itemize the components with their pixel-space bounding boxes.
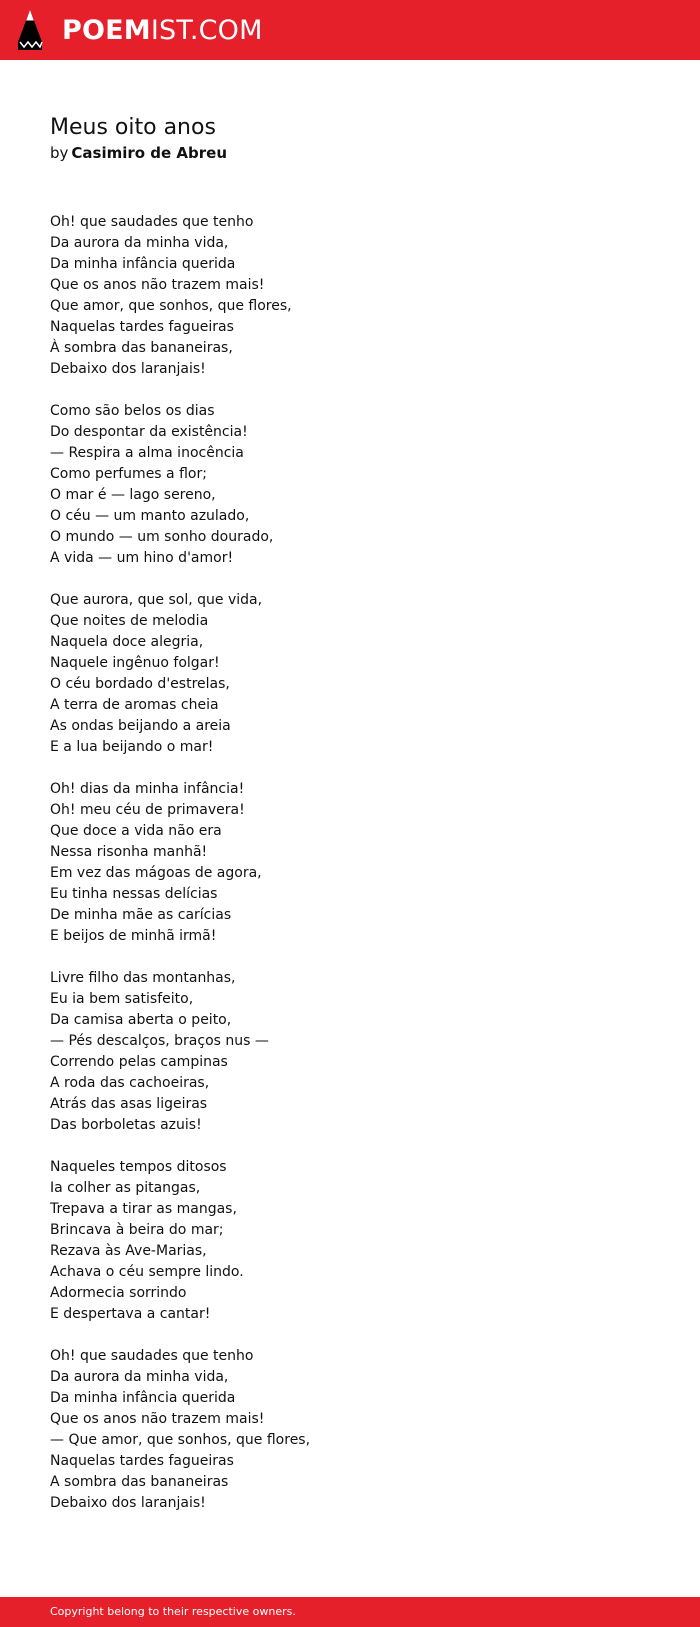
poem-line: Livre filho das montanhas, <box>50 970 236 986</box>
poem-line: Do despontar da existência! <box>50 424 248 440</box>
poem-line: Que os anos não trazem mais! <box>50 1411 265 1427</box>
poem-line: Oh! que saudades que tenho <box>50 214 254 230</box>
poem-line: — Respira a alma inocência <box>50 445 244 461</box>
author-link[interactable]: Casimiro de Abreu <box>71 144 228 162</box>
poem-line: Ia colher as pitangas, <box>50 1180 201 1196</box>
stanza-3 <box>50 590 650 758</box>
poem-line: — Que amor, que sonhos, que flores, <box>50 1432 311 1448</box>
poem-line: A roda das cachoeiras, <box>50 1075 210 1091</box>
poem-line: E despertava a cantar! <box>50 1306 211 1322</box>
poem-line: A terra de aromas cheia <box>50 697 219 713</box>
poem-line: Em vez das mágoas de agora, <box>50 865 262 881</box>
poem-line: À sombra das bananeiras, <box>50 340 233 356</box>
poem-body <box>50 212 650 1514</box>
copyright-text: Copyright belong to their respective owners. <box>50 1605 296 1618</box>
poem-line: Eu ia bem satisfeito, <box>50 991 194 1007</box>
poem-line: Da minha infância querida <box>50 1390 236 1406</box>
poem-line: Que os anos não trazem mais! <box>50 277 265 293</box>
logo-bold-part: POEM <box>62 14 151 46</box>
poem-line: Eu tinha nessas delícias <box>50 886 218 902</box>
poem-line: Da minha infância querida <box>50 256 236 272</box>
poem-line: Oh! que saudades que tenho <box>50 1348 254 1364</box>
poem-line: De minha mãe as carícias <box>50 907 232 923</box>
poem-line: Que amor, que sonhos, que flores, <box>50 298 292 314</box>
poem-line: Trepava a tirar as mangas, <box>50 1201 237 1217</box>
byline-prefix: by <box>50 144 69 162</box>
stanza-2 <box>50 401 650 569</box>
stanza-1 <box>50 212 650 380</box>
poem-line: Das borboletas azuis! <box>50 1117 202 1133</box>
poem-line: Naqueles tempos ditosos <box>50 1159 227 1175</box>
poem-line: A sombra das bananeiras <box>50 1474 229 1490</box>
poem-line: Que aurora, que sol, que vida, <box>50 592 263 608</box>
poem-line: O céu bordado d'estrelas, <box>50 676 230 692</box>
poem-line: Que noites de melodia <box>50 613 209 629</box>
poem-line: Da camisa aberta o peito, <box>50 1012 232 1028</box>
poem-line: Como perfumes a flor; <box>50 466 207 482</box>
poem-line: Debaixo dos laranjais! <box>50 1495 206 1511</box>
site-logo-link[interactable] <box>17 9 263 51</box>
poem-title: Meus oito anos <box>50 115 216 140</box>
poem-line: As ondas beijando a areia <box>50 718 231 734</box>
poem-line: Naquelas tardes fagueiras <box>50 1453 234 1469</box>
poem-line: Naquelas tardes fagueiras <box>50 319 234 335</box>
poem-line: Naquele ingênuo folgar! <box>50 655 220 671</box>
poem-content <box>50 114 650 1535</box>
poem-line: Achava o céu sempre lindo. <box>50 1264 244 1280</box>
stanza-6 <box>50 1157 650 1325</box>
poem-line: Que doce a vida não era <box>50 823 222 839</box>
poem-line: Adormecia sorrindo <box>50 1285 187 1301</box>
poem-line: Oh! meu céu de primavera! <box>50 802 245 818</box>
poem-line: Correndo pelas campinas <box>50 1054 228 1070</box>
site-logo-text <box>62 14 263 46</box>
stanza-4 <box>50 779 650 947</box>
poem-line: Atrás das asas ligeiras <box>50 1096 208 1112</box>
pencil-tip-icon <box>17 9 43 51</box>
poem-line: Da aurora da minha vida, <box>50 235 229 251</box>
poem-byline <box>50 143 650 164</box>
poem-line: O mar é — lago sereno, <box>50 487 216 503</box>
poem-line: Oh! dias da minha infância! <box>50 781 245 797</box>
poem-line: A vida — um hino d'amor! <box>50 550 234 566</box>
poem-line: Brincava à beira do mar; <box>50 1222 224 1238</box>
poem-line: Debaixo dos laranjais! <box>50 361 206 377</box>
poem-line: Da aurora da minha vida, <box>50 1369 229 1385</box>
poem-line: E beijos de minhã irmã! <box>50 928 217 944</box>
poem-line: Rezava às Ave-Marias, <box>50 1243 207 1259</box>
poem-line: Como são belos os dias <box>50 403 215 419</box>
stanza-7 <box>50 1346 650 1514</box>
site-header <box>0 0 700 60</box>
poem-line: O mundo — um sonho dourado, <box>50 529 274 545</box>
logo-light-part: IST.COM <box>150 14 263 46</box>
site-footer <box>0 1597 700 1627</box>
stanza-5 <box>50 968 650 1136</box>
poem-line: E a lua beijando o mar! <box>50 739 214 755</box>
poem-line: Naquela doce alegria, <box>50 634 204 650</box>
poem-line: O céu — um manto azulado, <box>50 508 250 524</box>
poem-line: — Pés descalços, braços nus — <box>50 1033 269 1049</box>
poem-line: Nessa risonha manhã! <box>50 844 208 860</box>
